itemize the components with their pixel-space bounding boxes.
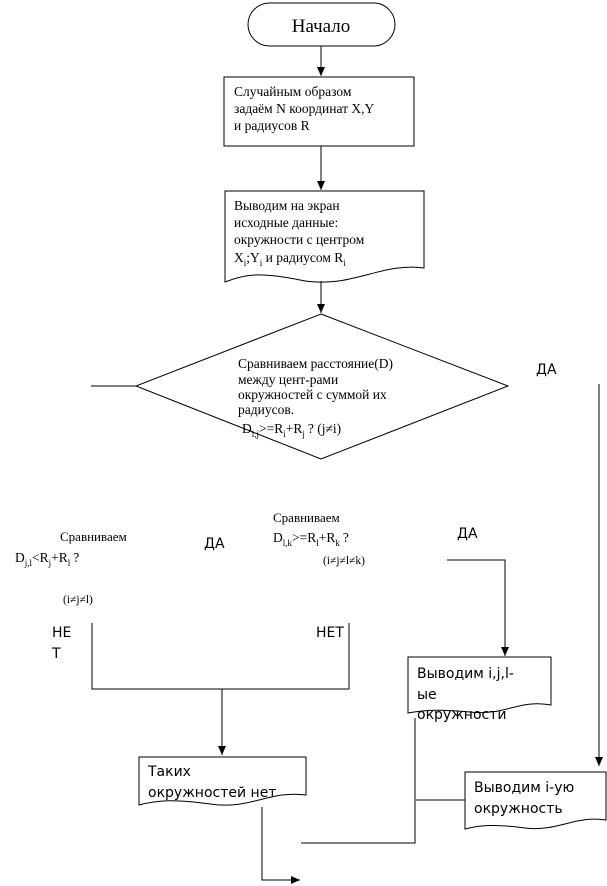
out-ijl-line-3: окружности bbox=[417, 707, 507, 723]
step2-line-3: окружности с центром bbox=[234, 232, 365, 247]
decision1-formula: $D_{i,j}>=R_i+R_j$ ? (j≠i) bbox=[242, 421, 342, 439]
decision2-no-label-2: Т bbox=[52, 646, 61, 662]
step1-line-2: задаём N координат X,Y bbox=[234, 101, 375, 116]
step1-line-1: Случайным образом bbox=[234, 84, 352, 99]
step1-line-3: и радиусов R bbox=[234, 118, 310, 133]
document-show-input bbox=[225, 191, 424, 282]
decision1-yes-label: ДА bbox=[536, 362, 557, 378]
decision-distance-compare bbox=[136, 314, 508, 459]
out-ijl-line-1: Выводим i,j,l- bbox=[417, 666, 514, 682]
decision2-no-label-1: НЕ bbox=[52, 625, 72, 641]
arrow-to-end bbox=[262, 807, 300, 880]
decision-jl-compare bbox=[15, 529, 127, 606]
decision1-line-2: между цент-рами bbox=[238, 372, 339, 387]
process-generate-data bbox=[224, 77, 414, 146]
decision1-line-1: Сравниваем расстояние(D) bbox=[238, 356, 393, 371]
out-i-line-1: Выводим i-ую bbox=[474, 780, 575, 796]
connector-no-merge bbox=[92, 623, 349, 689]
decision2-condition: (i≠j≠l) bbox=[63, 594, 93, 606]
decision1-line-3: окружностей с суммой их bbox=[238, 387, 387, 402]
document-out-ijl bbox=[408, 657, 551, 723]
step2-line-4: $X_i;Y_i$ и радиусом $R_i$ bbox=[234, 250, 346, 268]
step2-line-2: исходные данные: bbox=[234, 215, 339, 230]
out-ijl-line-2: ые bbox=[417, 687, 437, 703]
decision3-title: Сравниваем bbox=[273, 510, 340, 525]
arrow-decision3-yes-to-out-ijl bbox=[447, 560, 505, 656]
decision3-formula: $D_{l,k}>=R_l+R_k$ ? bbox=[273, 530, 349, 548]
decision1-line-4: радиусов. bbox=[238, 402, 295, 417]
out-i-line-2: окружность bbox=[474, 801, 563, 817]
start-terminator bbox=[248, 3, 395, 46]
step2-line-1: Выводим на экран bbox=[234, 198, 340, 213]
decision2-title: Сравниваем bbox=[60, 529, 127, 544]
connector-out-ijl-merge bbox=[301, 718, 415, 843]
document-out-none bbox=[139, 757, 306, 805]
decision-lk-compare bbox=[273, 510, 365, 567]
decision3-yes-label: ДА bbox=[457, 526, 478, 542]
start-label: Начало bbox=[291, 16, 351, 37]
decision3-condition: (i≠j≠l≠k) bbox=[323, 555, 365, 567]
decision3-no-label: НЕТ bbox=[316, 625, 344, 641]
decision2-formula: $D_{j,l}<R_j+R_l$ ? bbox=[15, 550, 80, 568]
document-out-i bbox=[465, 772, 606, 829]
out-none-line-2: окружностей нет bbox=[148, 785, 277, 801]
out-none-line-1: Таких bbox=[148, 764, 191, 780]
decision2-yes-label: ДА bbox=[204, 536, 225, 552]
